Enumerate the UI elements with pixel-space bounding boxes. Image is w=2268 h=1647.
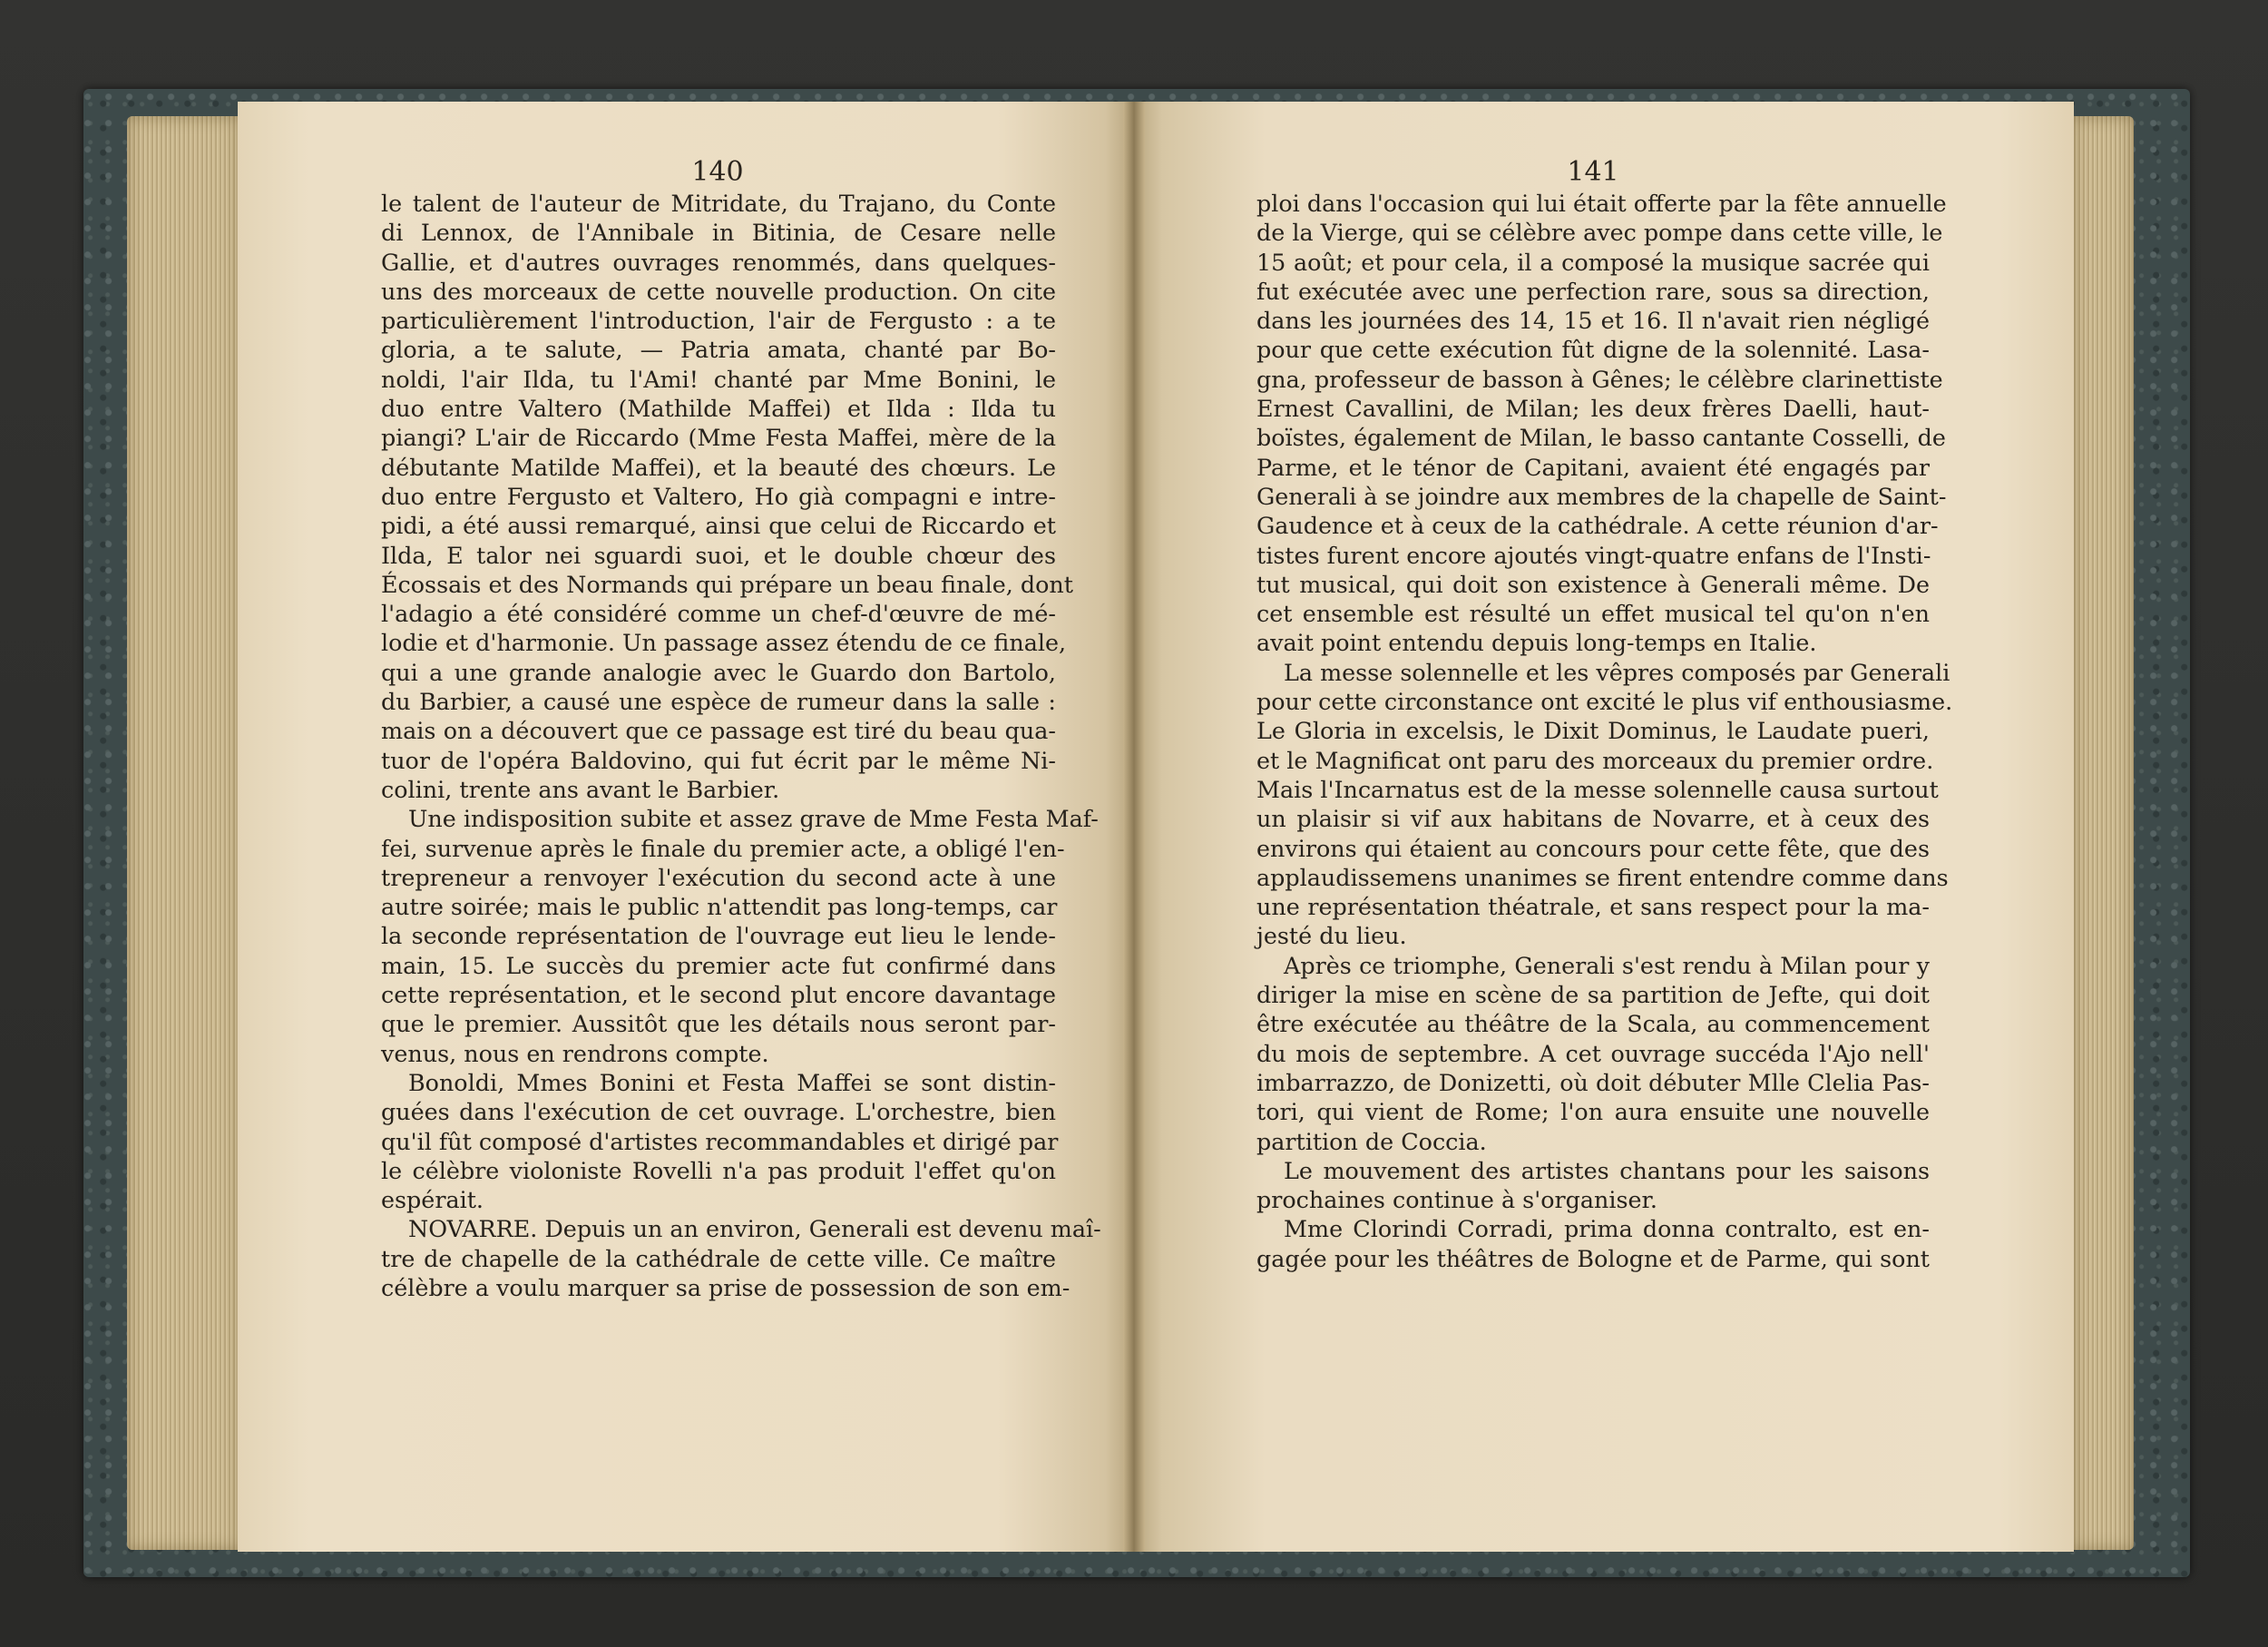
right-page-text bbox=[1256, 189, 1953, 1273]
right-page-text-line: environs qui étaient au concours pour cette fête, que des bbox=[1256, 834, 1930, 862]
right-page-text-line: une représentation théatrale, et sans respect pour la ma- bbox=[1256, 893, 1930, 921]
right-page-text-line: Mais l'Incarnatus est de la messe solennelle causa surtout bbox=[1256, 775, 1939, 803]
left-page-text-line: noldi, l'air Ilda, tu l'Ami! chanté par Mme Bonini, le bbox=[381, 365, 1056, 393]
left-page-text-line: le célèbre violoniste Rovelli n'a pas produit l'effet qu'on bbox=[381, 1156, 1056, 1184]
left-page-text-line: uns des morceaux de cette nouvelle production. On cite bbox=[381, 277, 1056, 305]
right-page-text-line: La messe solennelle et les vêpres composés par Generali bbox=[1284, 658, 1950, 686]
left-page-text-line: du Barbier, a causé une espèce de rumeur dans la salle : bbox=[381, 688, 1056, 716]
left-page-text-line: gloria, a te salute, — Patria amata, chanté par Bo- bbox=[381, 336, 1056, 364]
left-page-text-line: fei, survenue après le finale du premier acte, a obligé l'en- bbox=[381, 834, 1065, 862]
left-page-text-line: pidi, a été aussi remarqué, ainsi que celui de Riccardo et bbox=[381, 512, 1056, 540]
left-page-text-line: la seconde représentation de l'ouvrage eut lieu le lende- bbox=[381, 922, 1056, 950]
left-page-text bbox=[381, 189, 1101, 1302]
left-page-text-line: di Lennox, de l'Annibale in Bitinia, de Cesare nelle bbox=[381, 219, 1056, 247]
left-page-text-line: l'adagio a été considéré comme un chef-d'œuvre de mé- bbox=[381, 600, 1056, 628]
right-page-text-line: Gaudence et à ceux de la cathédrale. A cette réunion d'ar- bbox=[1256, 512, 1939, 540]
right-page-text-line: 15 août; et pour cela, il a composé la musique sacrée qui bbox=[1256, 248, 1930, 276]
right-page-text-line: pour que cette exécution fût digne de la solennité. Lasa- bbox=[1256, 336, 1930, 364]
left-page-text-line: duo entre Valtero (Mathilde Maffei) et Ilda : Ilda tu bbox=[381, 395, 1056, 423]
right-page-text-line: être exécutée au théâtre de la Scala, au commencement bbox=[1256, 1010, 1930, 1038]
right-page-text-line: boïstes, également de Milan, le basso cantante Cosselli, de bbox=[1256, 424, 1946, 452]
left-page-text-line: qu'il fût composé d'artistes recommandables et dirigé par bbox=[381, 1127, 1059, 1155]
left-page-text-line: célèbre a voulu marquer sa prise de possession de son em- bbox=[381, 1273, 1070, 1301]
right-page-text-line: partition de Coccia. bbox=[1256, 1127, 1487, 1155]
right-page-text-line: gna, professeur de basson à Gênes; le célèbre clarinettiste bbox=[1256, 365, 1943, 393]
left-page-text-line: autre soirée; mais le public n'attendit pas long-temps, car bbox=[381, 893, 1058, 921]
left-page-text-line: cette représentation, et le second plut encore davantage bbox=[381, 981, 1056, 1009]
left-page-text-line: espérait. bbox=[381, 1186, 484, 1214]
left-page-text-line: débutante Matilde Maffei), et la beauté des chœurs. Le bbox=[381, 453, 1056, 481]
left-page-text-line: particulièrement l'introduction, l'air de Fergusto : a te bbox=[381, 307, 1056, 335]
right-page-text-line: diriger la mise en scène de sa partition de Jefte, qui doit bbox=[1256, 981, 1930, 1009]
left-page-text-line: duo entre Fergusto et Valtero, Ho già compagni e intre- bbox=[381, 482, 1056, 510]
left-page-text-line: venus, nous en rendrons compte. bbox=[381, 1039, 769, 1067]
right-page-text-line: imbarrazzo, de Donizetti, où doit débuter Mlle Clelia Pas- bbox=[1256, 1068, 1930, 1096]
left-page-text-line: le talent de l'auteur de Mitridate, du Trajano, du Conte bbox=[381, 190, 1056, 217]
right-page-text-line: avait point entendu depuis long-temps en Italie. bbox=[1256, 629, 1817, 657]
left-page-text-line: guées dans l'exécution de cet ouvrage. L'orchestre, bien bbox=[381, 1098, 1056, 1126]
right-page-text-line: de la Vierge, qui se célèbre avec pompe dans cette ville, le bbox=[1256, 219, 1943, 247]
right-page-text-line: Generali à se joindre aux membres de la chapelle de Saint- bbox=[1256, 482, 1947, 510]
left-page-text-line: Bonoldi, Mmes Bonini et Festa Maffei se sont distin- bbox=[408, 1068, 1056, 1096]
right-page-text-line: Le mouvement des artistes chantans pour les saisons bbox=[1284, 1156, 1930, 1184]
left-page-text-line: Écossais et des Normands qui prépare un beau finale, dont bbox=[381, 570, 1073, 598]
left-page-text-line: Ilda, E talor nei sguardi suoi, et le double chœur des bbox=[381, 541, 1056, 569]
right-page-text-line: Mme Clorindi Corradi, prima donna contralto, est en- bbox=[1284, 1215, 1930, 1243]
right-page-text-line: dans les journées des 14, 15 et 16. Il n'avait rien négligé bbox=[1256, 307, 1930, 335]
left-page-text-line: piangi? L'air de Riccardo (Mme Festa Maffei, mère de la bbox=[381, 424, 1056, 452]
left-page-text-line: qui a une grande analogie avec le Guardo don Bartolo, bbox=[381, 658, 1056, 686]
left-page-text-line: que le premier. Aussitôt que les détails nous seront par- bbox=[381, 1010, 1056, 1038]
right-page-text-line: du mois de septembre. A cet ouvrage succéda l'Ajo nell' bbox=[1256, 1039, 1930, 1067]
right-page-text-line: tistes furent encore ajoutés vingt-quatre enfans de l'Insti- bbox=[1256, 541, 1931, 569]
right-page-text-line: et le Magnificat ont paru des morceaux du premier ordre. bbox=[1256, 746, 1934, 774]
book-gutter bbox=[1123, 102, 1145, 1552]
right-page-text-line: Le Gloria in excelsis, le Dixit Dominus, le Laudate pueri, bbox=[1256, 717, 1930, 745]
right-page-text-line: fut exécutée avec une perfection rare, sous sa direction, bbox=[1256, 277, 1930, 305]
left-page-text-line: lodie et d'harmonie. Un passage assez étendu de ce finale, bbox=[381, 629, 1067, 657]
right-page-text-line: ploi dans l'occasion qui lui était offerte par la fête annuelle bbox=[1256, 190, 1947, 217]
left-page-text-line: Gallie, et d'autres ouvrages renommés, dans quelques- bbox=[381, 248, 1056, 276]
left-page-text-line: tuor de l'opéra Baldovino, qui fut écrit par le même Ni- bbox=[381, 746, 1056, 774]
left-page-text-line: Une indisposition subite et assez grave de Mme Festa Maf- bbox=[408, 805, 1099, 833]
right-page-text-line: tut musical, qui doit son existence à Generali même. De bbox=[1256, 570, 1930, 598]
right-page-text-line: un plaisir si vif aux habitans de Novarre, et à ceux des bbox=[1256, 805, 1930, 833]
right-page-text-line: tori, qui vient de Rome; l'on aura ensuite une nouvelle bbox=[1256, 1098, 1930, 1126]
right-page-text-line: prochaines continue à s'organiser. bbox=[1256, 1186, 1657, 1214]
right-page-text-line: cet ensemble est résulté un effet musical tel qu'on n'en bbox=[1256, 600, 1930, 628]
left-page-text-line: colini, trente ans avant le Barbier. bbox=[381, 775, 780, 803]
right-page-number: 141 bbox=[1567, 156, 1619, 188]
right-page-text-line: Après ce triomphe, Generali s'est rendu à Milan pour y bbox=[1284, 951, 1930, 979]
right-page-text-line: pour cette circonstance ont excité le plus vif enthousiasme. bbox=[1256, 688, 1953, 716]
left-page-text-line: NOVARRE. Depuis un an environ, Generali est devenu maî- bbox=[408, 1215, 1101, 1243]
right-page-text-line: applaudissemens unanimes se firent entendre comme dans bbox=[1256, 863, 1949, 891]
left-page-text-line: main, 15. Le succès du premier acte fut confirmé dans bbox=[381, 951, 1056, 979]
left-page-text-line: tre de chapelle de la cathédrale de cette ville. Ce maître bbox=[381, 1244, 1056, 1272]
left-page-text-line: mais on a découvert que ce passage est tiré du beau qua- bbox=[381, 717, 1056, 745]
right-page-text-line: Parme, et le ténor de Capitani, avaient été engagés par bbox=[1256, 453, 1930, 481]
right-page-text-line: Ernest Cavallini, de Milan; les deux frères Daelli, haut- bbox=[1256, 395, 1930, 423]
left-page-text-line: trepreneur a renvoyer l'exécution du second acte à une bbox=[381, 863, 1056, 891]
right-page-edges bbox=[2072, 116, 2134, 1550]
left-page-edges bbox=[127, 116, 240, 1550]
right-page-text-line: gagée pour les théâtres de Bologne et de Parme, qui sont bbox=[1256, 1244, 1930, 1272]
left-page-number: 140 bbox=[691, 156, 744, 188]
right-page-text-line: jesté du lieu. bbox=[1256, 922, 1407, 950]
